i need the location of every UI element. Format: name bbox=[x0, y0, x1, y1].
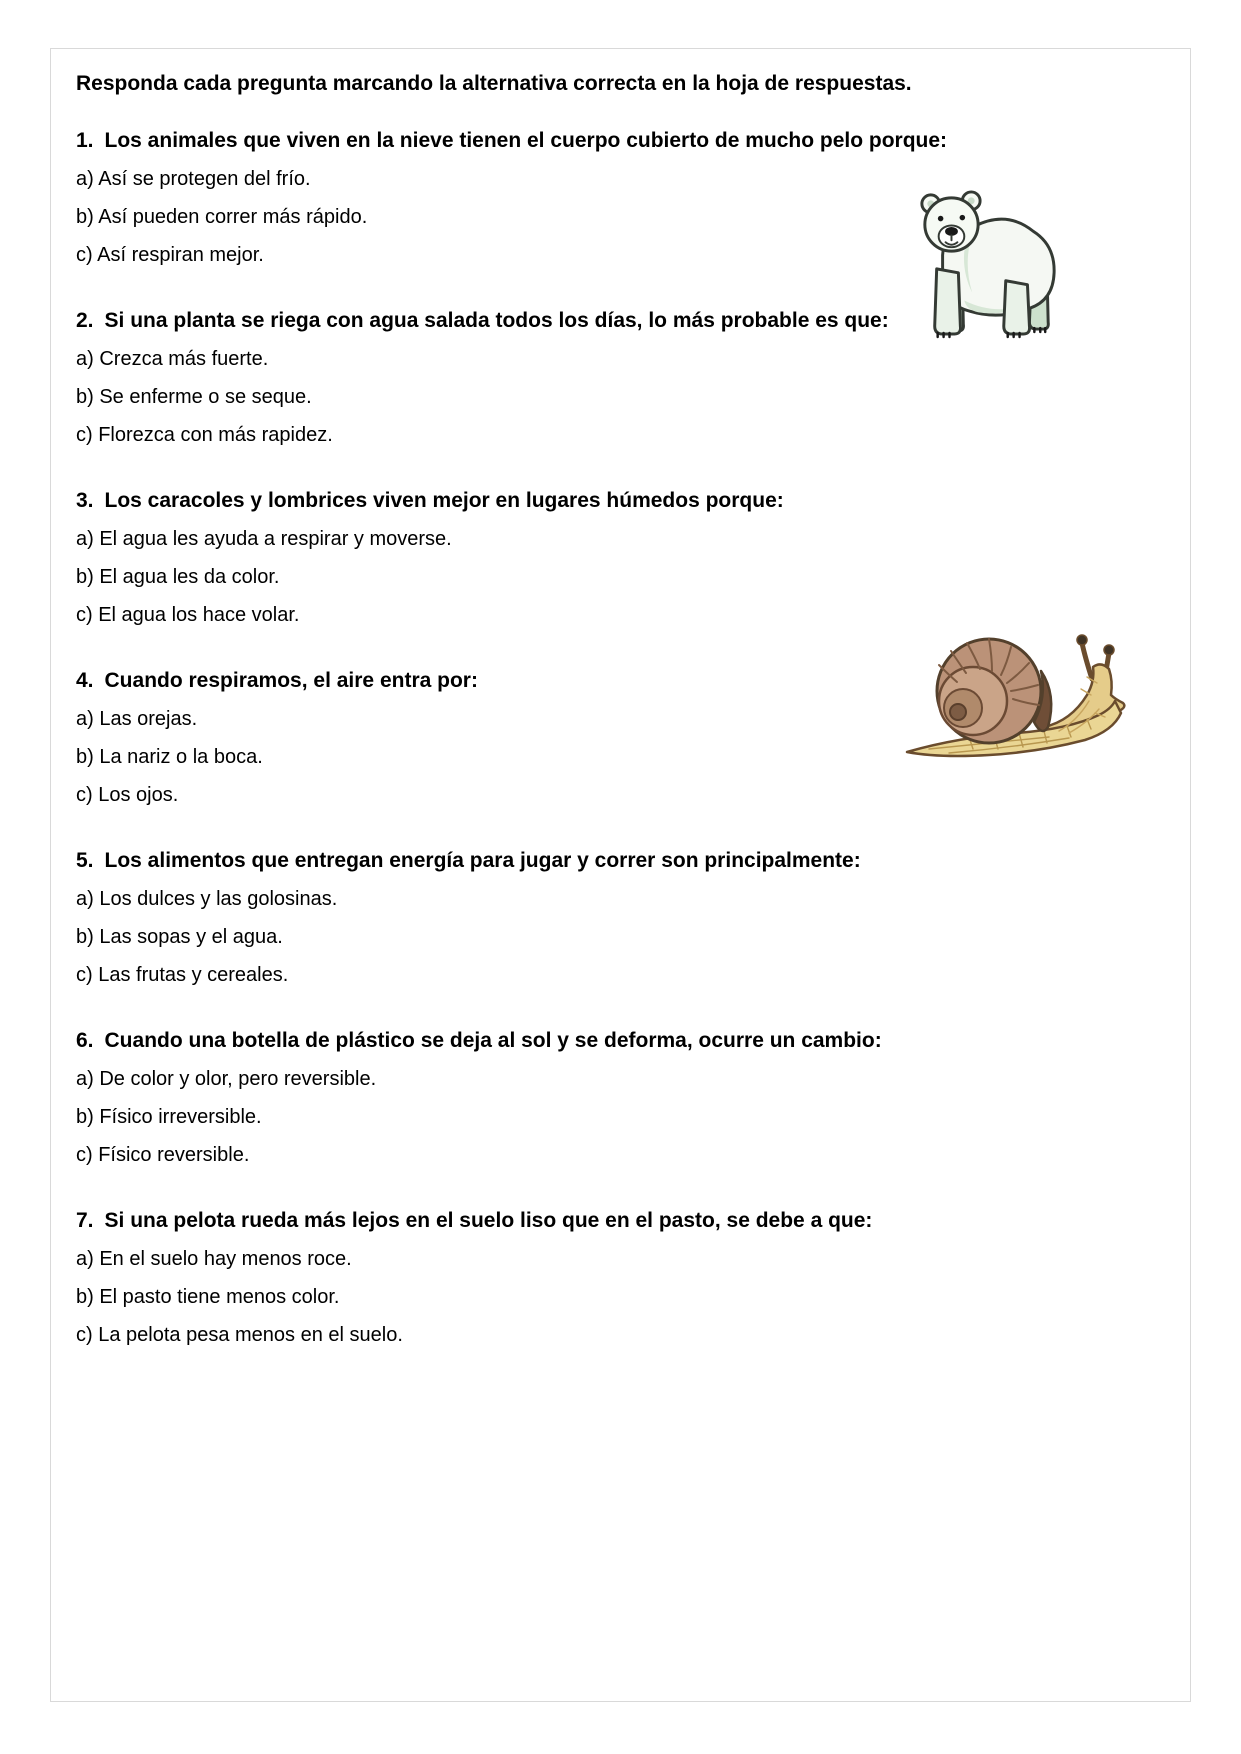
question-text: Los animales que viven en la nieve tienen el cuerpo cubierto de mucho pelo porque: bbox=[104, 129, 948, 152]
question-number: 3. bbox=[76, 489, 94, 512]
question-option-c: c) Las frutas y cereales. bbox=[76, 964, 289, 986]
question-option-a: a) Crezca más fuerte. bbox=[76, 348, 269, 370]
question-option-b: b) El agua les da color. bbox=[76, 566, 280, 588]
question-text: Los caracoles y lombrices viven mejor en lugares húmedos porque: bbox=[104, 489, 784, 512]
question-title bbox=[76, 488, 1162, 514]
question-text: Si una planta se riega con agua salada todos los días, lo más probable es que: bbox=[104, 309, 889, 332]
question-option-c: c) La pelota pesa menos en el suelo. bbox=[76, 1324, 403, 1346]
question-number: 5. bbox=[76, 849, 94, 872]
question-option-b: b) Se enferme o se seque. bbox=[76, 386, 312, 408]
question-block-2 bbox=[76, 308, 1162, 448]
question-title bbox=[76, 1028, 1162, 1054]
question-option-a: a) Los dulces y las golosinas. bbox=[76, 888, 338, 910]
question-option-a: a) Así se protegen del frío. bbox=[76, 168, 311, 190]
question-block-6 bbox=[76, 1028, 1162, 1168]
question-option-a: a) Las orejas. bbox=[76, 708, 198, 730]
question-option-b: b) Así pueden correr más rápido. bbox=[76, 206, 368, 228]
question-title bbox=[76, 1208, 1162, 1234]
question-text: Si una pelota rueda más lejos en el suelo liso que en el pasto, se debe a que: bbox=[104, 1209, 873, 1232]
question-block-7 bbox=[76, 1208, 1162, 1348]
question-option-c: c) Así respiran mejor. bbox=[76, 244, 264, 266]
question-number: 4. bbox=[76, 669, 94, 692]
question-number: 2. bbox=[76, 309, 94, 332]
question-option-b: b) Físico irreversible. bbox=[76, 1106, 262, 1128]
question-title bbox=[76, 128, 1162, 154]
question-text: Cuando respiramos, el aire entra por: bbox=[104, 669, 478, 692]
question-option-c: c) Los ojos. bbox=[76, 784, 179, 806]
question-option-a: a) En el suelo hay menos roce. bbox=[76, 1248, 352, 1270]
question-block-3 bbox=[76, 488, 1162, 628]
question-number: 1. bbox=[76, 129, 94, 152]
worksheet-content bbox=[51, 49, 1190, 1348]
worksheet-page bbox=[50, 48, 1191, 1702]
question-option-b: b) La nariz o la boca. bbox=[76, 746, 263, 768]
question-block-1 bbox=[76, 128, 1162, 268]
question-option-b: b) El pasto tiene menos color. bbox=[76, 1286, 340, 1308]
question-block-5 bbox=[76, 848, 1162, 988]
question-block-4 bbox=[76, 668, 1162, 808]
question-text: Cuando una botella de plástico se deja al sol y se deforma, ocurre un cambio: bbox=[104, 1029, 882, 1052]
question-text: Los alimentos que entregan energía para jugar y correr son principalmente: bbox=[104, 849, 861, 872]
question-option-a: a) El agua les ayuda a respirar y moverse. bbox=[76, 528, 452, 550]
question-option-b: b) Las sopas y el agua. bbox=[76, 926, 283, 948]
question-title bbox=[76, 308, 1162, 334]
question-number: 7. bbox=[76, 1209, 94, 1232]
question-title bbox=[76, 668, 1162, 694]
quiz-instructions: Responda cada pregunta marcando la alternativa correcta en la hoja de respuestas. bbox=[76, 72, 912, 95]
question-title bbox=[76, 848, 1162, 874]
question-option-c: c) El agua los hace volar. bbox=[76, 604, 300, 626]
question-number: 6. bbox=[76, 1029, 94, 1052]
question-option-c: c) Físico reversible. bbox=[76, 1144, 250, 1166]
question-option-c: c) Florezca con más rapidez. bbox=[76, 424, 333, 446]
question-option-a: a) De color y olor, pero reversible. bbox=[76, 1068, 377, 1090]
